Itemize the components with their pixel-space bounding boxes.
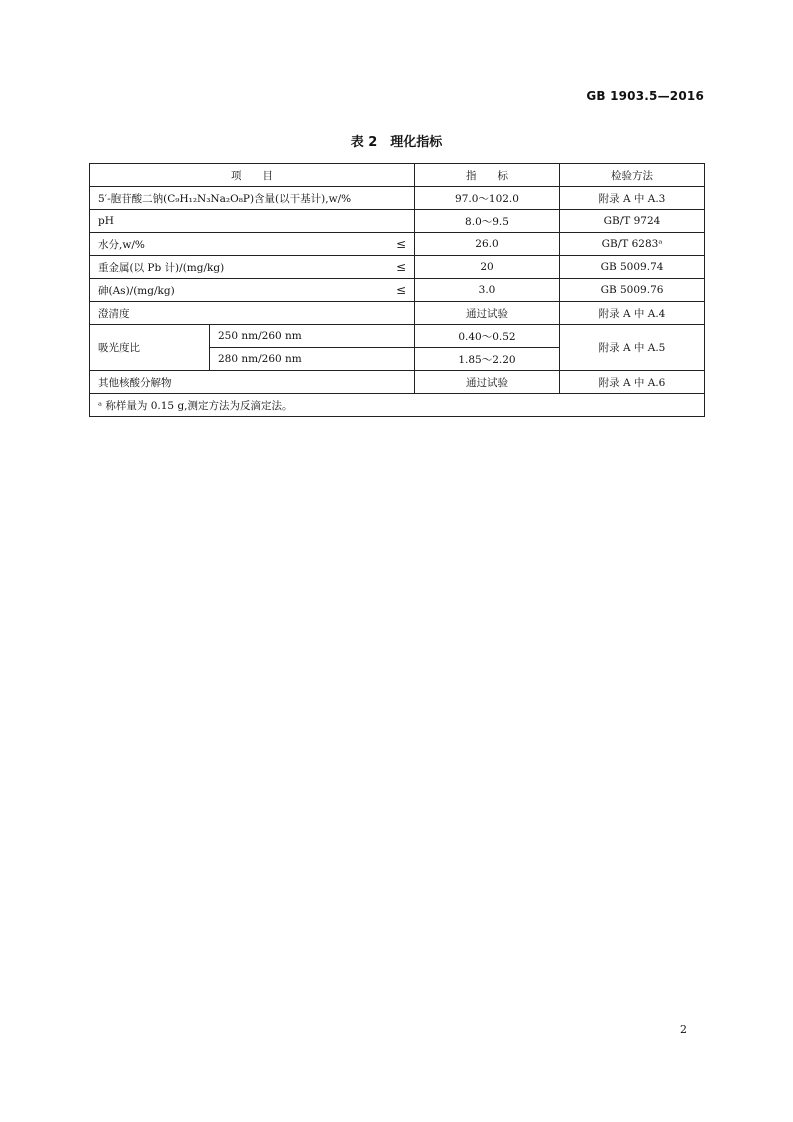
item-label: pH (98, 215, 114, 227)
table-row (90, 256, 705, 279)
table-row (90, 371, 705, 394)
table-row (90, 302, 705, 325)
table-row-absorbance-1 (90, 325, 705, 348)
value-cell: 通过试验 (415, 371, 560, 394)
footnote-row (90, 394, 705, 417)
item-cell (90, 279, 415, 302)
item-label: 5′-胞苷酸二钠(C₉H₁₂N₃Na₂O₈P)含量(以干基计),w/% (98, 192, 352, 205)
item-cell (90, 210, 415, 233)
table-header-row (90, 164, 705, 187)
method-cell: 附录 A 中 A.4 (560, 302, 705, 325)
standard-code: GB 1903.5—2016 (586, 89, 704, 103)
table-row (90, 187, 705, 210)
table-row (90, 210, 705, 233)
limit-sign: ≤ (395, 237, 406, 251)
method-cell: 附录 A 中 A.6 (560, 371, 705, 394)
absorbance-method: 附录 A 中 A.5 (560, 325, 705, 371)
item-cell (90, 187, 415, 210)
page-number: 2 (680, 1023, 687, 1036)
item-cell (90, 233, 415, 256)
absorbance-ratio: 280 nm/260 nm (210, 348, 415, 371)
method-cell: GB/T 6283ᵃ (560, 233, 705, 256)
value-cell: 8.0～9.5 (415, 210, 560, 233)
value-cell: 20 (415, 256, 560, 279)
item-cell (90, 302, 415, 325)
table-row (90, 279, 705, 302)
header-item: 项 目 (90, 164, 415, 187)
item-label: 水分,w/% (98, 238, 145, 251)
footnote: ᵃ 称样量为 0.15 g,测定方法为反滴定法。 (90, 394, 705, 417)
table-row (90, 233, 705, 256)
absorbance-ratio: 250 nm/260 nm (210, 325, 415, 348)
absorbance-label: 吸光度比 (90, 325, 210, 371)
limit-sign: ≤ (395, 260, 406, 274)
method-cell: 附录 A 中 A.3 (560, 187, 705, 210)
value-cell: 97.0～102.0 (415, 187, 560, 210)
value-cell: 3.0 (415, 279, 560, 302)
item-label: 澄清度 (98, 307, 130, 320)
value-cell: 通过试验 (415, 302, 560, 325)
physicochemical-table (89, 163, 705, 417)
table-title: 表 2 理化指标 (350, 135, 443, 150)
value-cell: 26.0 (415, 233, 560, 256)
method-cell: GB 5009.76 (560, 279, 705, 302)
header-method: 检验方法 (560, 164, 705, 187)
limit-sign: ≤ (395, 283, 406, 297)
absorbance-value: 0.40～0.52 (415, 325, 560, 348)
item-label: 其他核酸分解物 (90, 371, 415, 394)
header-value: 指 标 (415, 164, 560, 187)
method-cell: GB 5009.74 (560, 256, 705, 279)
method-cell: GB/T 9724 (560, 210, 705, 233)
item-label: 砷(As)/(mg/kg) (98, 284, 175, 297)
item-label: 重金属(以 Pb 计)/(mg/kg) (98, 261, 225, 274)
item-cell (90, 256, 415, 279)
absorbance-value: 1.85～2.20 (415, 348, 560, 371)
